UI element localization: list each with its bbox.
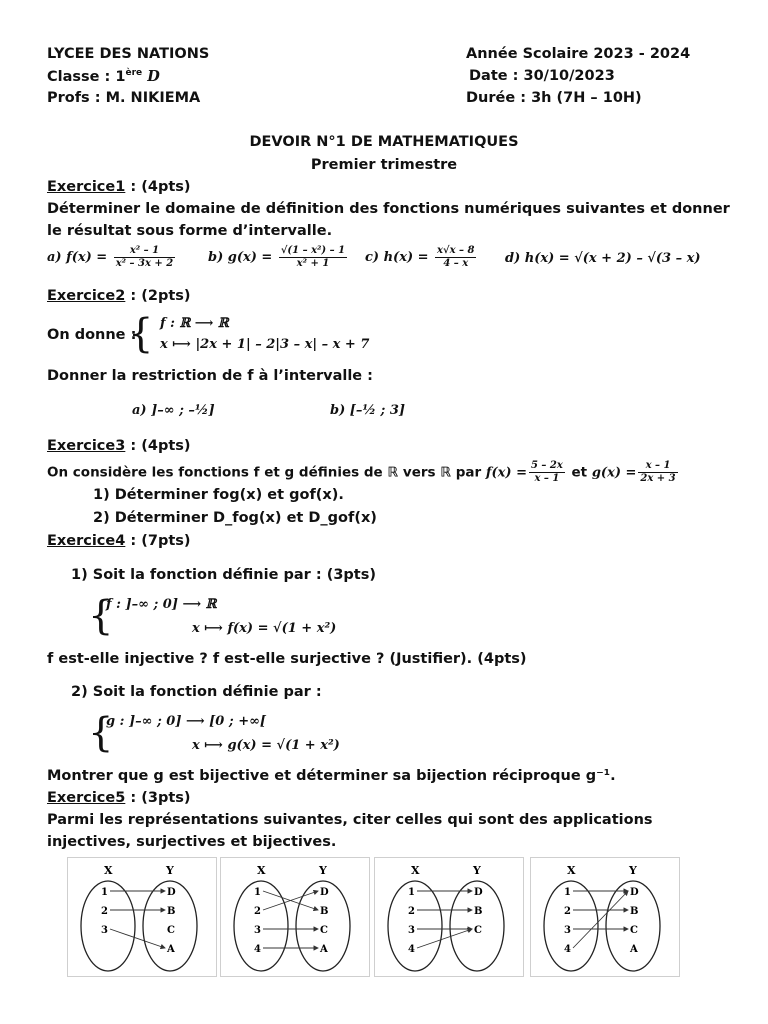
y-element-label: D [320, 887, 329, 898]
x-element-label: 3 [408, 925, 415, 936]
y-element-label: B [474, 906, 483, 917]
g-brace: { [88, 710, 114, 756]
interval-a: a) ]–∞ ; –½] [132, 403, 215, 418]
g-denominator: 2x + 3 [640, 473, 676, 484]
exercise2-points: : (2pts) [125, 288, 191, 304]
y-element-label: D [630, 887, 639, 898]
interval-b: b) [–½ ; 3] [330, 403, 406, 418]
exercise3-statement [47, 460, 680, 485]
page-subtitle: Premier trimestre [310, 157, 458, 173]
exercise1-title: Exercice1 [47, 179, 126, 195]
mapping-arrow [573, 891, 628, 948]
exercise4-title: Exercice4 [47, 533, 126, 549]
exercise2-heading [47, 288, 191, 304]
exercise5-points: : (3pts) [125, 790, 191, 806]
mapping-diagram-2 [220, 857, 370, 977]
y-element-label: C [630, 925, 638, 936]
exercise1-points: : (4pts) [125, 179, 191, 195]
teacher: Profs : M. NIKIEMA [47, 90, 201, 106]
item-a-numerator: x² – 1 [114, 245, 176, 258]
set-x-ellipse [544, 881, 598, 971]
x-element-label: 1 [101, 887, 108, 898]
y-element-label: A [320, 944, 328, 955]
exercise3-heading [47, 438, 191, 454]
school-name: LYCEE DES NATIONS [47, 46, 210, 62]
class-sup: ère [125, 68, 143, 79]
set-y-label: Y [629, 864, 637, 877]
g-numerator: x – 1 [638, 460, 677, 473]
item-b-numerator: √(1 – x²) – 1 [280, 245, 346, 256]
page-title: DEVOIR N°1 DE MATHEMATIQUES [249, 134, 519, 150]
item-b-label: b) g(x) = [208, 250, 273, 265]
item-c-denominator: 4 – x [443, 258, 469, 269]
set-y-label: Y [473, 864, 481, 877]
exercise3-title: Exercice3 [47, 438, 126, 454]
exercise5-text-1: Parmi les représentations suivantes, citer celles qui sont des applications [47, 812, 653, 828]
exercise5-heading [47, 790, 191, 806]
exercise1-item-b [208, 245, 349, 270]
exam-date: Date : 30/10/2023 [469, 68, 615, 84]
x-element-label: 2 [408, 906, 415, 917]
set-x-label: X [411, 864, 420, 877]
f-label: f(x) = [485, 465, 527, 481]
restriction-text: Donner la restriction de f à l’intervalle : [47, 368, 373, 384]
exercise3-question-2: 2) Déterminer D_fog(x) et D_gof(x) [93, 510, 377, 526]
y-element-label: A [630, 944, 638, 955]
g-label: g(x) = [591, 465, 637, 481]
item-a-label: a) f(x) = [47, 250, 108, 265]
g-definition-line1: g : ]–∞ ; 0] ⟶ [0 ; +∞[ [106, 714, 267, 729]
x-element-label: 1 [408, 887, 415, 898]
item-b-denominator: x² + 1 [296, 258, 330, 269]
exercise1-text-2: le résultat sous forme d’intervalle. [47, 223, 333, 239]
x-element-label: 4 [254, 944, 261, 955]
x-element-label: 3 [101, 925, 108, 936]
set-x-ellipse [234, 881, 288, 971]
exercise4-points: : (7pts) [125, 533, 191, 549]
set-y-label: Y [319, 864, 327, 877]
exercise1-item-c [365, 245, 478, 270]
exercise4-injective-question: f est-elle injective ? f est-elle surjective ? (Justifier). (4pts) [47, 651, 527, 667]
school-year: Année Scolaire 2023 - 2024 [466, 46, 691, 62]
exercise4-question-2: 2) Soit la fonction définie par : [71, 684, 322, 700]
exercise1-text-1: Déterminer le domaine de définition des fonctions numériques suivantes et donner [47, 201, 730, 217]
y-element-label: B [320, 906, 329, 917]
x-element-label: 2 [101, 906, 108, 917]
f-numerator: 5 – 2x [530, 460, 563, 471]
exercise1-item-d: d) h(x) = √(x + 2) – √(3 – x) [505, 251, 701, 266]
on-donne-label: On donne : [47, 327, 137, 343]
exercise4-heading [47, 533, 191, 549]
x-element-label: 2 [254, 906, 261, 917]
g-definition-line2: x ⟼ g(x) = √(1 + x²) [192, 738, 340, 753]
and-word: et [571, 464, 588, 481]
mapping-diagram-4 [530, 857, 680, 977]
y-element-label: C [474, 925, 482, 936]
exercise3-text: On considère les fonctions f et g définies de ℝ vers ℝ par [47, 464, 482, 481]
x-element-label: 4 [564, 944, 571, 955]
item-a-fraction [114, 245, 176, 270]
x-element-label: 3 [564, 925, 571, 936]
left-brace: { [128, 311, 154, 357]
mapping-arrow [110, 929, 165, 948]
exercise1-heading [47, 179, 191, 195]
mapping-diagram-1 [67, 857, 217, 977]
exercise2-def-line1: f : ℝ ⟶ ℝ [160, 316, 229, 331]
f-definition-line1: f : ]–∞ ; 0] ⟶ ℝ [106, 597, 217, 612]
y-element-label: C [167, 925, 175, 936]
f-fraction [529, 460, 565, 485]
item-b-fraction [279, 245, 347, 270]
y-element-label: D [167, 887, 176, 898]
f-denominator: x – 1 [534, 473, 560, 484]
duration: Durée : 3h (7H – 10H) [466, 90, 642, 106]
x-element-label: 1 [254, 887, 261, 898]
exercise4-bijective-question: Montrer que g est bijective et déterminer sa bijection réciproque g⁻¹. [47, 768, 616, 784]
item-a-denominator: x² – 3x + 2 [115, 258, 174, 269]
g-fraction [638, 460, 677, 485]
set-y-label: Y [166, 864, 174, 877]
x-element-label: 1 [564, 887, 571, 898]
y-element-label: B [630, 906, 639, 917]
x-element-label: 3 [254, 925, 261, 936]
set-x-label: X [257, 864, 266, 877]
f-brace: { [88, 593, 114, 639]
set-x-label: X [104, 864, 113, 877]
set-x-ellipse [388, 881, 442, 971]
exercise5-title: Exercice5 [47, 790, 126, 806]
y-element-label: D [474, 887, 483, 898]
set-x-ellipse [81, 881, 135, 971]
y-element-label: C [320, 925, 328, 936]
exercise2-title: Exercice2 [47, 288, 126, 304]
mapping-diagram-3 [374, 857, 524, 977]
exercise2-def-line2: x ⟼ |2x + 1| – 2|3 – x| – x + 7 [160, 337, 370, 352]
class-label: Classe : 1 [47, 69, 126, 85]
x-element-label: 4 [408, 944, 415, 955]
exercise1-item-a [47, 245, 177, 270]
mapping-arrow [417, 929, 472, 948]
set-x-label: X [567, 864, 576, 877]
f-definition-line2: x ⟼ f(x) = √(1 + x²) [192, 621, 337, 636]
class-line [47, 68, 160, 85]
exercise4-question-1: 1) Soit la fonction définie par : (3pts) [71, 567, 376, 583]
y-element-label: A [167, 944, 175, 955]
item-c-numerator: x√x – 8 [437, 245, 475, 256]
class-letter: D [147, 68, 160, 85]
exercise3-question-1: 1) Déterminer fog(x) et gof(x). [93, 487, 344, 503]
item-c-label: c) h(x) = [365, 250, 429, 265]
item-c-fraction [435, 245, 476, 270]
x-element-label: 2 [564, 906, 571, 917]
y-element-label: B [167, 906, 176, 917]
exercise5-text-2: injectives, surjectives et bijectives. [47, 834, 337, 850]
exercise3-points: : (4pts) [125, 438, 191, 454]
